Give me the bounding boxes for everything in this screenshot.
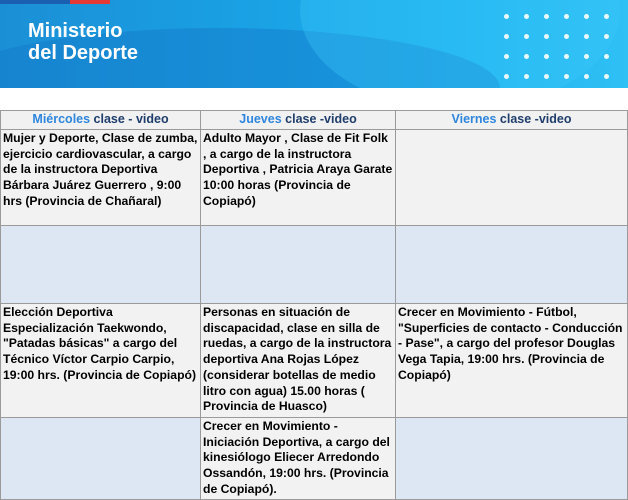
table-row	[1, 130, 628, 226]
dot-grid-decoration	[500, 10, 625, 88]
header-day-label: Miércoles	[32, 112, 91, 127]
decor-dot	[524, 14, 529, 19]
decor-dot	[524, 34, 529, 39]
table-cell	[396, 130, 628, 226]
spacer	[0, 88, 628, 110]
decor-dot	[584, 54, 589, 59]
header-rest-label: clase - video	[90, 112, 169, 127]
decor-dot	[544, 54, 549, 59]
decor-dot	[564, 14, 569, 19]
decor-dot	[504, 14, 509, 19]
table-cell: Adulto Mayor , Clase de Fit Folk , a cargo de la instructora Deportiva , Patricia Araya Garate 10:00 horas (Provincia de Copiapó)	[201, 130, 396, 226]
decor-dot	[504, 34, 509, 39]
schedule-table	[0, 110, 628, 500]
header-wednesday	[1, 111, 201, 130]
decor-dot	[524, 54, 529, 59]
decor-dot	[504, 74, 509, 79]
ministerio-banner	[0, 0, 628, 88]
table-cell	[396, 226, 628, 304]
table-cell: Mujer y Deporte, Clase de zumba, ejercicio cardiovascular, a cargo de la instructora Deportiva Bárbara Juárez Guerrero , 9:00 hrs (Provincia de Chañaral)	[1, 130, 201, 226]
table-cell	[201, 226, 396, 304]
decor-dot	[564, 74, 569, 79]
decor-dot	[604, 74, 609, 79]
header-day-label: Jueves	[239, 112, 282, 127]
table-cell: Elección Deportiva Especialización Taekwondo, "Patadas básicas" a cargo del Técnico Víctor Carpio Carpio, 19:00 hrs. (Provincia de Copiapó)	[1, 304, 201, 418]
table-cell: Crecer en Movimiento - Fútbol, "Superficies de contacto - Conducción - Pase", a cargo del profesor Douglas Vega Tapia, 19:00 hrs. (Provincia de Copiapó)	[396, 304, 628, 418]
decor-dot	[604, 34, 609, 39]
header-rest-label: clase -video	[281, 112, 357, 127]
decor-dot	[584, 74, 589, 79]
table-row	[1, 304, 628, 418]
table-row	[1, 418, 628, 500]
table-row	[1, 226, 628, 304]
decor-dot	[604, 54, 609, 59]
header-row	[1, 111, 628, 130]
header-thursday	[201, 111, 396, 130]
table-cell: Crecer en Movimiento - Iniciación Deportiva, a cargo del kinesiólogo Eliecer Arredondo Ossandón, 19:00 hrs. (Provincia de Copiapó).	[201, 418, 396, 500]
table-cell	[396, 418, 628, 500]
decor-dot	[544, 74, 549, 79]
header-rest-label: clase -video	[496, 112, 572, 127]
decor-dot	[564, 34, 569, 39]
table-cell	[1, 226, 201, 304]
header-friday	[396, 111, 628, 130]
decor-dot	[584, 34, 589, 39]
ministerio-logo-text	[28, 20, 138, 64]
decor-dot	[604, 14, 609, 19]
decor-dot	[544, 14, 549, 19]
decor-dot	[564, 54, 569, 59]
decor-dot	[504, 54, 509, 59]
table-cell	[1, 418, 201, 500]
brand-line-2: del Deporte	[28, 42, 139, 64]
decor-dot	[544, 34, 549, 39]
decor-dot	[524, 74, 529, 79]
header-day-label: Viernes	[451, 112, 497, 127]
decor-dot	[584, 14, 589, 19]
table-cell: Personas en situación de discapacidad, clase en silla de ruedas, a cargo de la instructora deportiva Ana Rojas López (considerar botellas de medio litro con agua) 15.00 horas ( Provincia de Huasco)	[201, 304, 396, 418]
brand-line-1: Ministerio	[28, 20, 123, 42]
